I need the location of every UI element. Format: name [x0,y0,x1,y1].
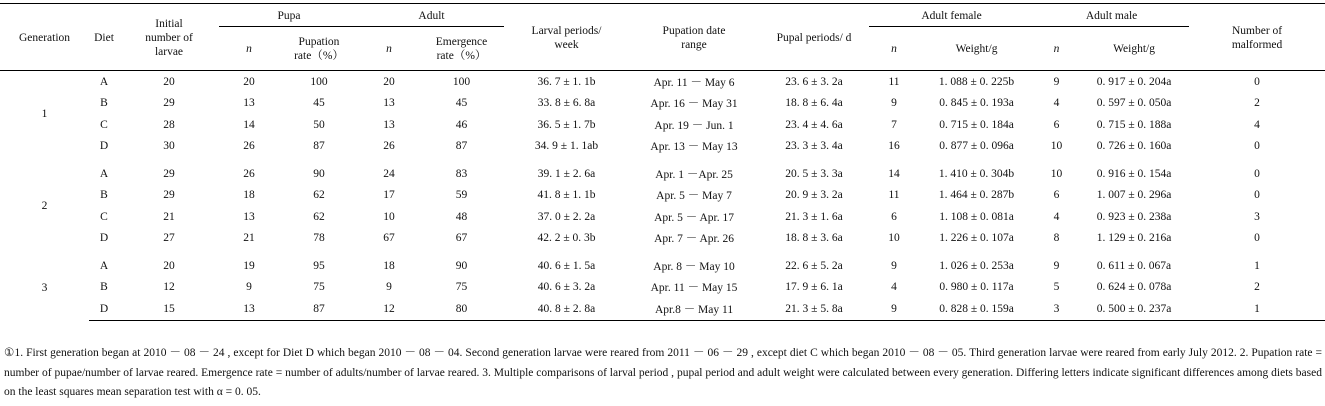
cell-initial-larvae: 29 [163,167,175,180]
cell-female-weight: 0. 845 ± 0. 193a [939,97,1014,110]
cell-pupation-rate: 78 [313,232,325,245]
cell-pupal-period: 18. 8 ± 6. 4a [785,97,843,110]
cell-initial-larvae: 29 [163,97,175,110]
cell-female-n: 9 [891,259,897,272]
cell-malformed: 0 [1254,75,1260,88]
cell-pupation-range: Apr. 7 － Apr. 26 [654,233,734,246]
cell-pupal-period: 22. 6 ± 5. 2a [785,259,843,272]
cell-larval-period: 40. 6 ± 1. 5a [537,259,596,272]
header-pupal-period: Pupal periods/ d [759,6,869,71]
header-pupation-rate: Pupation rate（%） [279,27,359,71]
cell-male-weight: 0. 597 ± 0. 050a [1096,97,1172,110]
cell-malformed: 0 [1254,167,1260,180]
cell-emergence-rate: 80 [419,298,504,320]
cell-pupal-period: 23. 4 ± 4. 6a [785,118,843,131]
cell-pupal-period: 23. 3 ± 3. 4a [785,140,843,153]
cell-female-weight: 1. 410 ± 0. 304b [938,167,1015,180]
cell-male-weight: 0. 715 ± 0. 188a [1096,118,1172,131]
cell-adult-n: 67 [383,232,395,245]
cell-emergence-rate: 46 [455,118,468,131]
cell-pupa-n: 19 [243,259,255,272]
header-emergence-rate: Emergence rate（%） [419,27,504,71]
table-row [0,249,1325,277]
cell-pupal-period: 20. 9 ± 3. 2a [785,189,843,202]
table-row [0,114,1325,136]
cell-malformed: 4 [1254,118,1260,131]
cell-malformed: 0 [1254,140,1260,153]
cell-pupa-n: 13 [243,210,255,223]
cell-diet: B [100,281,108,294]
cell-emergence-rate: 45 [455,97,468,110]
cell-malformed: 1 [1254,259,1260,272]
cell-larval-period: 33. 8 ± 6. 8a [537,97,596,110]
cell-pupa-n: 26 [243,140,255,153]
cell-male-n: 9 [1053,259,1060,272]
cell-female-n: 7 [891,118,897,131]
cell-diet: C [100,210,108,223]
cell-initial-larvae: 27 [163,232,175,245]
cell-diet: D [89,298,119,320]
cell-male-n: 8 [1053,232,1060,245]
cell-malformed: 2 [1254,281,1260,294]
cell-pupation-range: Apr. 11 － May 6 [653,76,735,89]
cell-emergence-rate: 100 [452,75,471,88]
cell-malformed: 3 [1254,210,1260,223]
cell-emergence-rate: 83 [455,167,468,180]
cell-male-weight: 0. 917 ± 0. 204a [1096,75,1172,88]
cell-pupal-period: 17. 9 ± 6. 1a [785,281,843,294]
cell-pupation-range: Apr. 11 － May 15 [650,282,738,295]
cell-male-n: 6 [1053,189,1060,202]
header-larval-period: Larval periods/ week [504,6,629,71]
header-malformed: Number of malformed [1189,6,1325,71]
cell-female-weight: 0. 980 ± 0. 117a [939,281,1014,294]
table-row [0,136,1325,158]
cell-pupation-range: Apr.8 － May 11 [629,298,759,320]
cell-pupation-rate: 87 [313,140,325,153]
cell-male-weight: 0. 611 ± 0. 067a [1096,259,1172,272]
cell-emergence-rate: 67 [455,232,468,245]
cell-diet: A [99,167,109,180]
cell-female-weight: 0. 715 ± 0. 184a [939,118,1014,131]
cell-adult-n: 17 [383,189,395,202]
cell-female-weight: 0. 877 ± 0. 096a [939,140,1014,153]
cell-malformed: 0 [1254,189,1260,202]
cell-initial-larvae: 15 [119,298,219,320]
cell-pupation-rate: 100 [310,75,328,88]
cell-adult-n: 24 [383,167,395,180]
cell-generation: 3 [41,281,48,294]
cell-malformed: 1 [1189,298,1325,320]
table-footnote: ①1. First generation began at 2010 － 08 － 24 , except for Diet D which began 2010 － 08 － 04. Second generation larvae were reared from 2011 － 06 － 29 , except diet C which began 2010 － 08 － 05. Third generation larvae were reared from early July 2012. 2. Pupation rate = number of pupae/number of larvae reared. Emergence rate = number of adults/number of larvae reared. 3. Multiple comparisons of larval period , pupal period and adult weight were calculated between every generation. Differing letters indicate significant differences among diets based on the least squares mean separation test with α = 0. 05. [4,347,1322,398]
cell-female-weight: 1. 026 ± 0. 253a [939,259,1014,272]
table-row [0,185,1325,207]
cell-pupal-period: 21. 3 ± 5. 8a [759,298,869,320]
cell-pupation-range: Apr. 8 － May 10 [653,260,735,273]
cell-pupation-range: Apr. 16 － May 31 [650,98,738,111]
cell-larval-period: 40. 8 ± 2. 8a [504,298,629,320]
cell-pupal-period: 21. 3 ± 1. 6a [785,210,843,223]
cell-female-n: 10 [888,232,900,245]
cell-male-n: 4 [1053,210,1060,223]
cell-female-n: 9 [869,298,919,320]
cell-larval-period: 36. 5 ± 1. 7b [537,118,596,131]
header-adult-group: Adult [359,6,504,27]
cell-pupation-rate: 62 [313,210,325,223]
header-adult-female: Adult female [869,6,1034,27]
cell-female-weight: 0. 828 ± 0. 159a [919,298,1034,320]
cell-larval-period: 37. 0 ± 2. 2a [537,210,596,223]
cell-male-n: 10 [1050,140,1063,153]
cell-initial-larvae: 28 [163,118,175,131]
cell-larval-period: 40. 6 ± 3. 2a [537,281,596,294]
cell-adult-n: 18 [383,259,395,272]
cell-larval-period: 41. 8 ± 1. 1b [537,189,596,202]
cell-diet: B [100,189,108,202]
cell-emergence-rate: 87 [455,140,468,153]
cell-diet: D [99,232,109,245]
table-row [0,93,1325,115]
cell-pupa-n: 20 [243,75,255,88]
cell-diet: D [99,140,109,153]
cell-male-weight: 0. 726 ± 0. 160a [1096,140,1172,153]
cell-female-weight: 1. 464 ± 0. 287b [938,189,1015,202]
cell-adult-n: 13 [383,118,395,131]
cell-adult-n: 10 [383,210,395,223]
cell-adult-n: 9 [386,281,392,294]
table-row [0,206,1325,228]
header-generation: Generation [0,6,89,71]
cell-pupation-range: Apr. 1 －Apr. 25 [655,168,733,181]
cell-initial-larvae: 21 [163,210,175,223]
cell-malformed: 2 [1254,97,1260,110]
table-top-rule [0,3,1325,4]
cell-male-weight: 1. 129 ± 0. 216a [1096,232,1172,245]
cell-pupation-rate: 45 [313,97,325,110]
cell-female-n: 11 [888,189,900,202]
table-row [0,228,1325,250]
cell-pupation-rate: 75 [313,281,325,294]
cell-emergence-rate: 90 [455,259,468,272]
cell-diet: A [99,75,109,88]
cell-initial-larvae: 30 [163,140,175,153]
header-adult-n: n [359,27,419,71]
cell-larval-period: 39. 1 ± 2. 6a [537,167,596,180]
header-female-n: n [869,27,919,71]
cell-malformed: 0 [1254,232,1260,245]
cell-pupa-n: 18 [243,189,255,202]
cell-male-n: 6 [1053,118,1060,131]
cell-pupation-rate: 87 [279,298,359,320]
table-row [0,298,1325,320]
cell-pupa-n: 9 [246,281,252,294]
cell-initial-larvae: 29 [163,189,175,202]
cell-adult-n: 26 [383,140,395,153]
cell-male-n: 4 [1053,97,1060,110]
header-pupa-n: n [219,27,279,71]
cell-female-n: 6 [891,210,897,223]
cell-generation: 1 [41,108,48,120]
cell-pupa-n: 13 [219,298,279,320]
cell-emergence-rate: 48 [455,210,468,223]
cell-emergence-rate: 75 [455,281,468,294]
table-row [0,157,1325,185]
cell-male-n: 5 [1053,281,1060,294]
cell-pupa-n: 13 [243,97,255,110]
cell-pupation-rate: 90 [313,167,325,180]
cell-male-n: 9 [1053,75,1060,88]
cell-larval-period: 42. 2 ± 0. 3b [537,232,596,245]
cell-female-n: 14 [888,167,900,180]
cell-pupation-rate: 95 [313,259,325,272]
table-row [0,71,1325,93]
cell-pupa-n: 26 [243,167,255,180]
cell-pupal-period: 18. 8 ± 3. 6a [785,232,843,245]
cell-initial-larvae: 20 [163,259,175,272]
cell-pupa-n: 14 [243,118,255,131]
cell-male-n: 3 [1034,298,1079,320]
header-male-n: n [1034,27,1079,71]
cell-adult-n: 20 [383,75,395,88]
cell-female-n: 11 [888,75,900,88]
data-table [0,6,1325,321]
cell-male-weight: 1. 007 ± 0. 296a [1096,189,1172,202]
cell-generation: 2 [41,200,48,212]
cell-male-n: 10 [1050,167,1063,180]
cell-female-n: 9 [891,97,897,110]
cell-pupation-range: Apr. 13 － May 13 [650,141,738,154]
cell-pupal-period: 23. 6 ± 3. 2a [785,75,843,88]
cell-female-weight: 1. 088 ± 0. 225b [938,75,1015,88]
cell-diet: B [100,97,108,110]
header-male-weight: Weight/g [1079,27,1189,71]
cell-male-weight: 0. 500 ± 0. 237a [1079,298,1189,320]
table-row [0,277,1325,299]
header-initial-larvae: Initial number of larvae [119,6,219,71]
cell-pupa-n: 21 [243,232,255,245]
cell-female-weight: 1. 108 ± 0. 081a [939,210,1014,223]
cell-initial-larvae: 12 [163,281,175,294]
cell-diet: A [99,259,109,272]
cell-female-weight: 1. 226 ± 0. 107a [939,232,1014,245]
cell-pupation-range: Apr. 5 － May 7 [656,190,732,203]
cell-pupation-range: Apr. 5 － Apr. 17 [654,211,734,224]
header-pupation-range: Pupation date range [629,6,759,71]
header-female-weight: Weight/g [919,27,1034,71]
header-adult-male: Adult male [1034,6,1189,27]
cell-adult-n: 13 [383,97,395,110]
cell-pupation-range: Apr. 19 － Jun. 1 [654,119,734,132]
cell-male-weight: 0. 624 ± 0. 078a [1096,281,1172,294]
cell-female-n: 16 [888,140,900,153]
cell-pupation-rate: 62 [313,189,325,202]
cell-larval-period: 36. 7 ± 1. 1b [537,75,596,88]
cell-diet: C [100,118,108,131]
cell-male-weight: 0. 916 ± 0. 154a [1096,167,1172,180]
cell-female-n: 4 [891,281,897,294]
cell-pupation-rate: 50 [313,118,325,131]
cell-male-weight: 0. 923 ± 0. 238a [1096,210,1172,223]
cell-initial-larvae: 20 [163,75,175,88]
cell-adult-n: 12 [359,298,419,320]
cell-larval-period: 34. 9 ± 1. 1ab [534,140,599,153]
cell-pupal-period: 20. 5 ± 3. 3a [785,167,843,180]
header-pupa-group: Pupa [219,6,359,27]
header-diet: Diet [89,6,119,71]
table-body [0,71,1325,321]
cell-emergence-rate: 59 [455,189,468,202]
